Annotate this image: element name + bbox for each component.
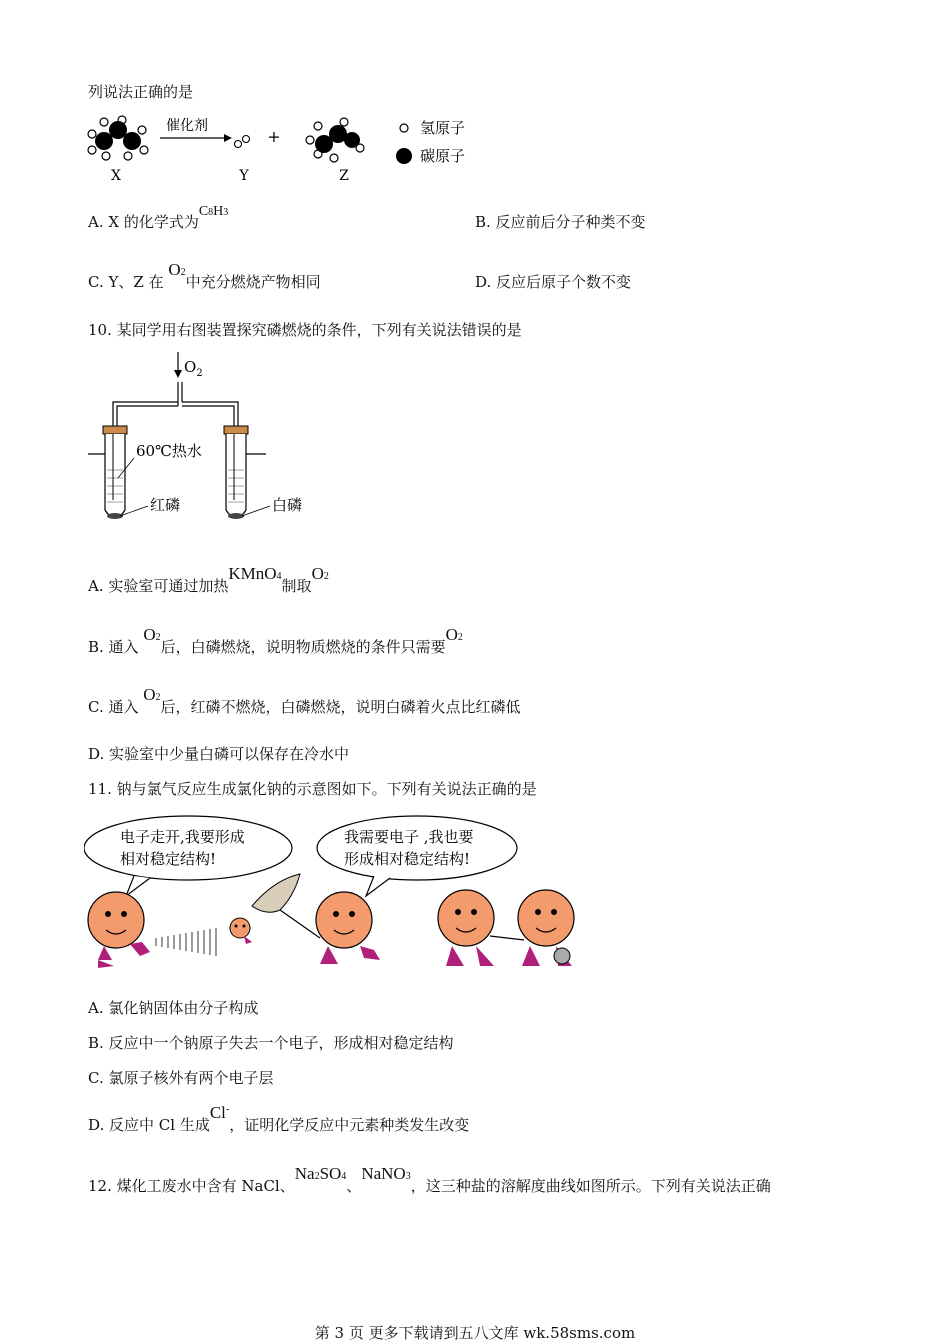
q11-option-a: A. 氯化钠固体由分子构成 [88,999,259,1017]
white-phosphorus-label: 白磷 [272,496,303,514]
legend-carbon: 碳原子 [420,147,466,165]
molecule-z [306,118,364,162]
q9-option-d: D. 反应后原子个数不变 [475,273,632,291]
q10-option-a: A. 实验室可通过加热KMnO4制取O2 [88,564,329,595]
q11-option-d: D. 反应中 Cl 生成Cl-，证明化学反应中元素种类发生改变 [88,1103,470,1134]
q9-option-b: B. 反应前后分子种类不变 [475,213,646,231]
q10-option-b: B. 通入 O2后，白磷燃烧，说明物质燃烧的条件只需要O2 [88,625,463,656]
page-footer: 第 3 页 更多下载请到五八文库 wk.58sms.com [314,1324,636,1342]
question-text: 列说法正确的是 [88,83,194,101]
label-x: X [111,168,121,184]
hydrogen-legend-icon [400,124,408,132]
q9-option-c: C. Y、Z 在 O2中充分燃烧产物相同 [88,260,321,291]
chlorine-atom-character [316,892,380,964]
q11-option-b: B. 反应中一个钠原子失去一个电子，形成相对稳定结构 [88,1034,454,1052]
molecule-x [88,116,148,160]
sodium-atom-character [88,892,150,968]
label-z: Z [339,168,349,184]
q12-question: 12. 煤化工废水中含有 NaCl、Na2SO4、NaNO3，这三种盐的溶解度曲线如图所示。下列有关说法正确 [88,1164,771,1195]
legend-hydrogen: 氢原子 [420,119,466,137]
q10-option-d: D. 实验室中少量白磷可以保存在冷水中 [88,745,350,763]
speech-bubble [317,816,517,880]
label-y: Y [239,168,249,184]
hot-water-label: 60℃热水 [136,442,202,460]
plus-sign: + [267,127,281,146]
carbon-legend-icon [396,148,412,164]
o2-label: $O_2$ [184,358,203,379]
reaction-diagram [82,108,502,188]
q10-option-c: C. 通入 O2后，红磷不燃烧，白磷燃烧，说明白磷着火点比红磷低 [88,685,521,716]
electron-character [230,918,252,944]
bubble1-line1: 电子走开,我要形成 [120,828,245,846]
molecule-y [235,136,250,148]
sodium-chlorine-cartoon [84,810,584,980]
sodium-ion-character [438,890,494,966]
phosphorus-apparatus [86,350,326,530]
chloride-ion-character [518,890,574,966]
bubble2-line1: 我需要电子 ,我也要 [344,828,474,846]
bubble2-line2: 形成相对稳定结构! [344,850,471,868]
speech-bubble [84,816,292,880]
question-title: 10. 某同学用右图装置探究磷燃烧的条件，下列有关说法错误的是 [88,321,522,339]
question-title: 11. 钠与氯气反应生成氯化钠的示意图如下。下列有关说法正确的是 [88,780,537,798]
q9-option-a: A. X 的化学式为C8H3 [88,204,229,231]
catalyst-label: 催化剂 [166,118,208,134]
q11-option-c: C. 氯原子核外有两个电子层 [88,1069,274,1087]
red-phosphorus-label: 红磷 [150,496,181,514]
bubble1-line2: 相对稳定结构! [120,850,217,868]
